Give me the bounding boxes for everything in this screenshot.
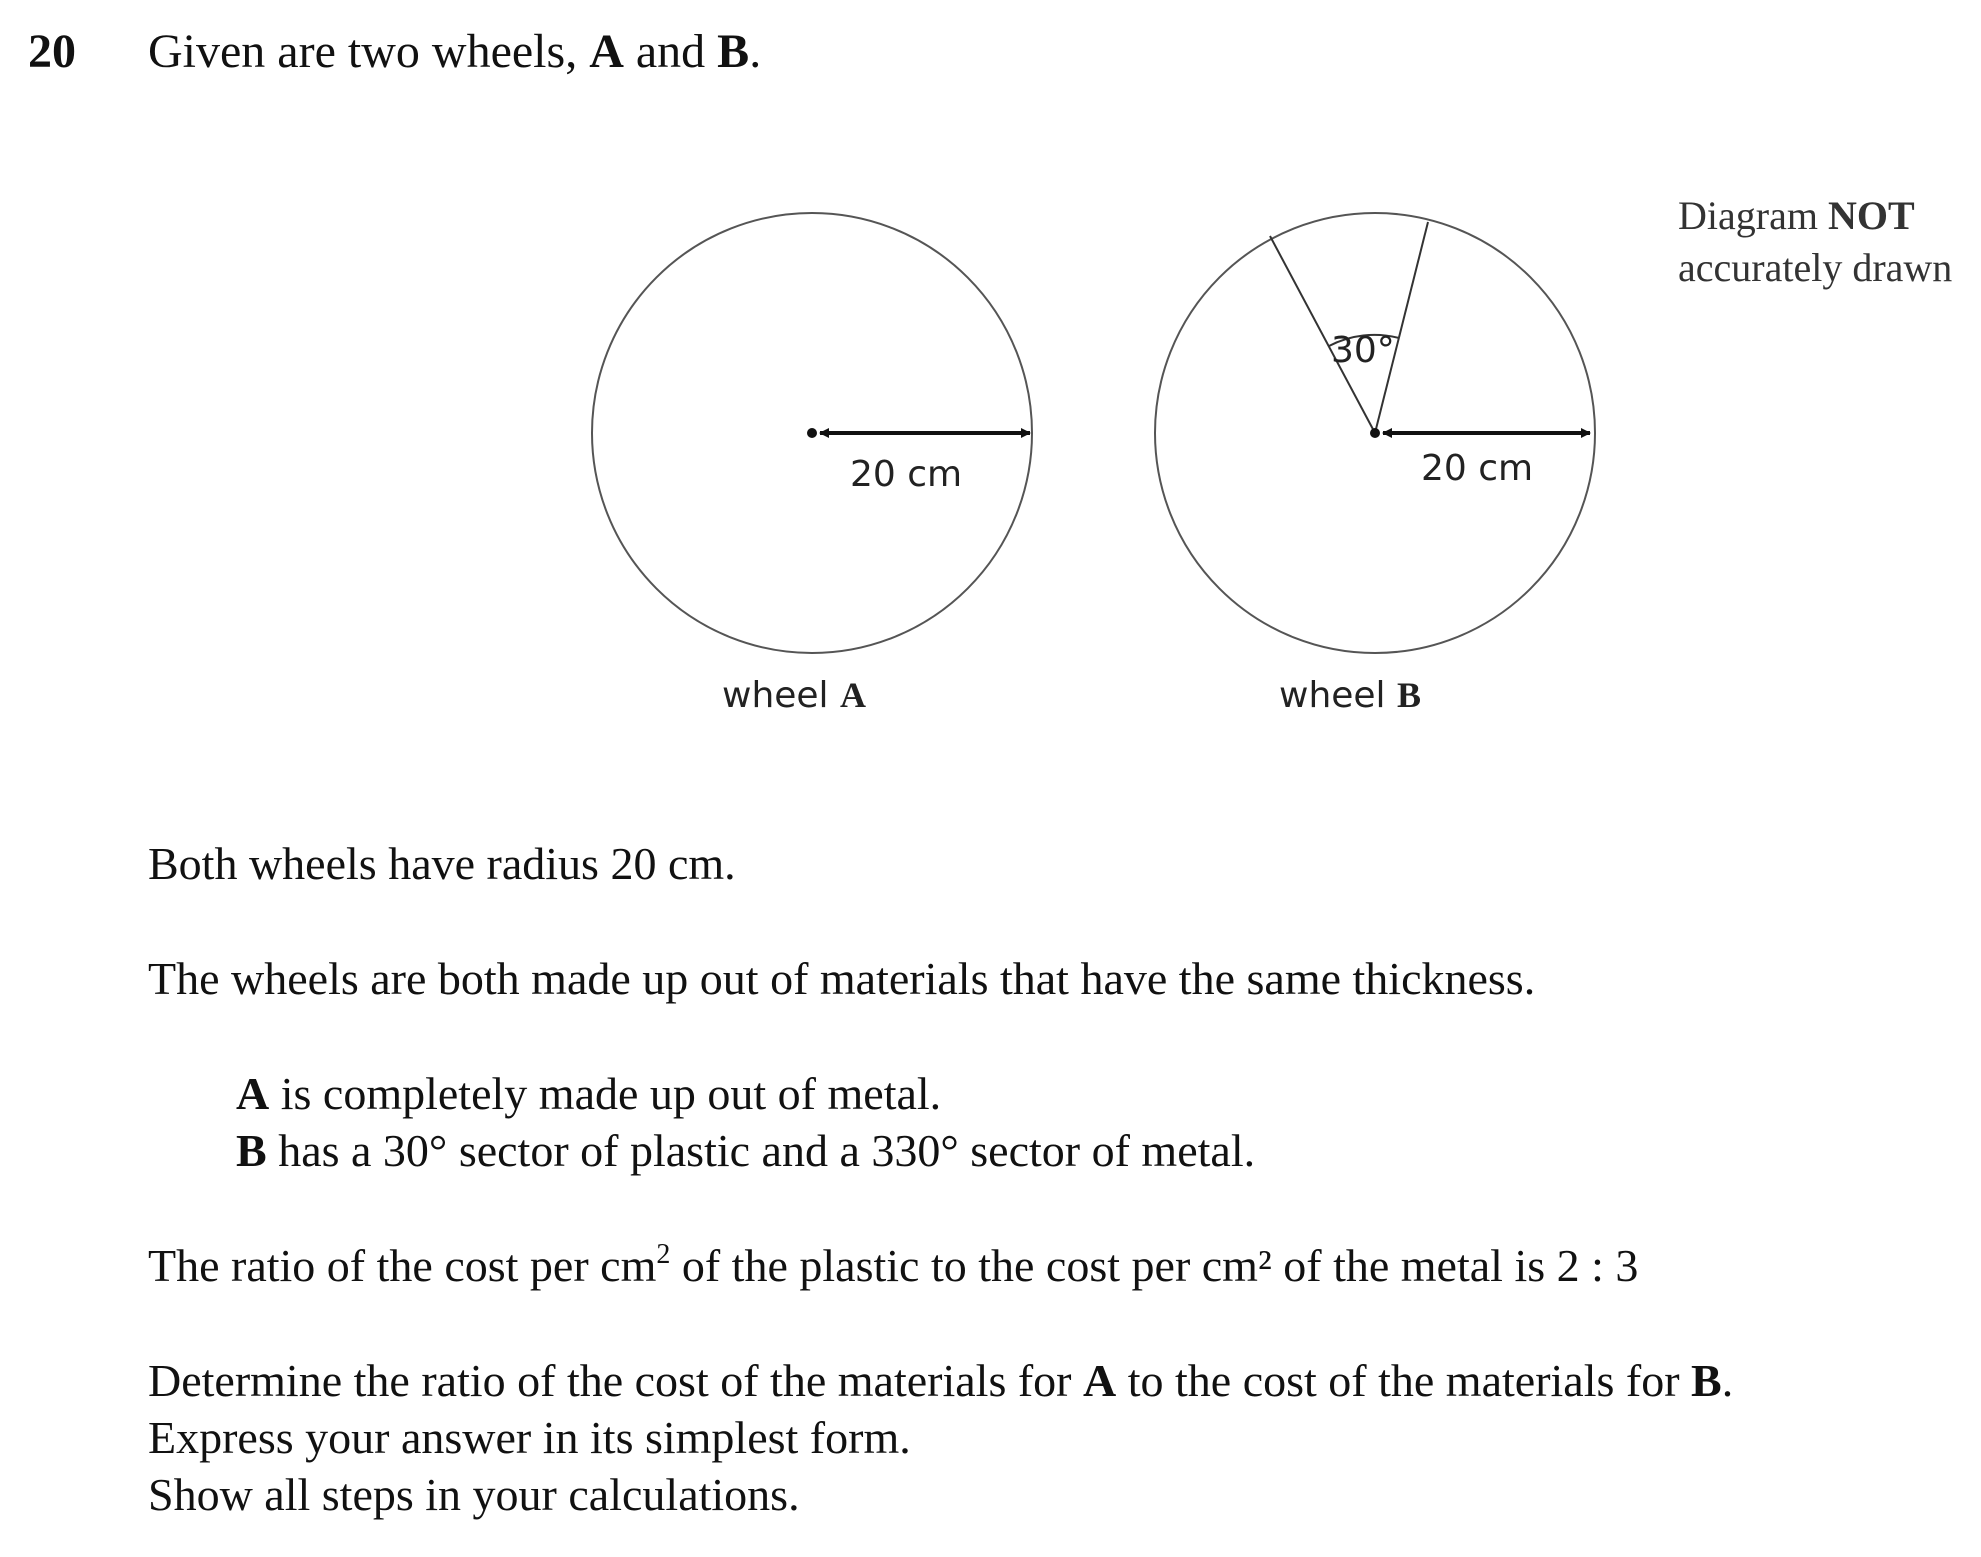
determine-end: .: [1721, 1355, 1734, 1406]
intro-wheel-a: A: [589, 25, 624, 78]
wheel-b-radius-label: 20 cm: [1421, 448, 1534, 489]
wheel-a: [592, 213, 1032, 716]
radius-statement: Both wheels have radius 20 cm.: [148, 838, 736, 889]
thickness-statement: The wheels are both made up out of materials that have the same thickness.: [148, 953, 1536, 1004]
determine-prefix: Determine the ratio of the cost of the materials for: [148, 1355, 1083, 1406]
statement-a-letter: A: [236, 1068, 270, 1119]
statement-a-text: is completely made up out of metal.: [269, 1068, 942, 1119]
wheel-a-caption-prefix: wheel: [722, 675, 841, 716]
wheel-b: [1155, 213, 1595, 716]
statement-b-text: has a 30° sector of plastic and a 330° sector of metal.: [266, 1125, 1256, 1176]
wheels-diagram: [0, 0, 1981, 760]
ratio-superscript: 2: [656, 1239, 671, 1270]
intro-text: Given are two wheels,: [148, 25, 590, 78]
wheel-b-caption-prefix: wheel: [1279, 675, 1398, 716]
intro-and: and: [623, 25, 718, 78]
ratio-suffix: of the plastic to the cost per cm² of the metal is 2 : 3: [670, 1240, 1639, 1291]
wheel-b-angle-label: 30°: [1331, 330, 1395, 371]
wheel-b-sector-line-right: [1375, 222, 1428, 433]
wheel-a-radius-label: 20 cm: [850, 454, 963, 495]
note-line-2: accurately drawn: [1678, 245, 1953, 290]
note-bold: NOT: [1827, 193, 1915, 238]
ratio-prefix: The ratio of the cost per cm: [148, 1240, 657, 1291]
cost-ratio-statement: [148, 1238, 1638, 1294]
wheel-a-material-statement: [236, 1066, 941, 1122]
note-prefix: Diagram: [1678, 193, 1828, 238]
wheel-b-caption: [1279, 675, 1421, 716]
wheel-b-material-statement: [236, 1123, 1255, 1179]
wheel-b-centre-dot: [1370, 428, 1380, 438]
wheel-a-caption-letter: A: [840, 675, 867, 715]
determine-instruction: [148, 1353, 1733, 1409]
determine-mid: to the cost of the materials for: [1116, 1355, 1692, 1406]
question-number: 20: [28, 25, 76, 78]
determine-a: A: [1082, 1355, 1117, 1406]
intro-wheel-b: B: [717, 25, 750, 78]
simplest-form-instruction: Express your answer in its simplest form.: [148, 1412, 911, 1463]
determine-b: B: [1691, 1355, 1722, 1406]
wheel-a-caption: [722, 675, 866, 716]
wheel-b-caption-letter: B: [1397, 675, 1422, 715]
show-steps-instruction: Show all steps in your calculations.: [148, 1469, 800, 1520]
intro-period: .: [749, 25, 762, 78]
statement-b-letter: B: [236, 1125, 267, 1176]
wheel-a-centre-dot: [807, 428, 817, 438]
